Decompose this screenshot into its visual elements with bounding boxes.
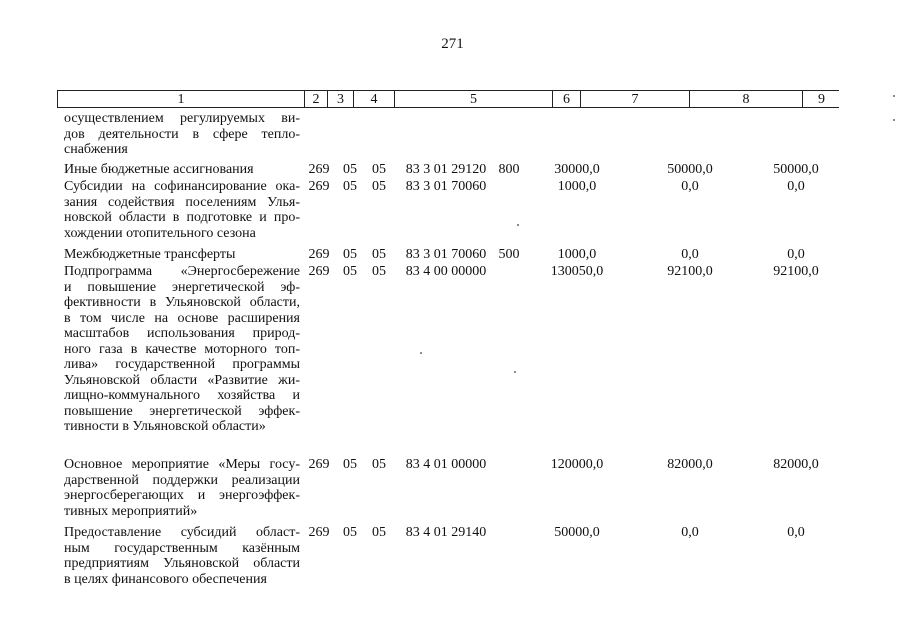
header-col-8: 8: [690, 91, 803, 108]
cell-c3: 05: [343, 525, 357, 540]
description-line: Предоставление субсидий област-: [64, 525, 300, 540]
description-line: лива» государственной программы: [64, 357, 300, 372]
cell-c5: 83 4 00 00000: [405, 264, 487, 279]
header-col-2: 2: [305, 91, 328, 108]
description-line: ным государственным казённым: [64, 540, 300, 556]
header-col-3: 3: [328, 91, 354, 108]
description-line: в целях финансового обеспечения: [64, 571, 267, 587]
description-line: зания содействия поселениям Улья-: [64, 194, 300, 210]
cell-c4: 05: [372, 264, 386, 279]
cell-c5: 83 3 01 70060: [405, 179, 487, 194]
description-line: Иные бюджетные ассигнования: [64, 162, 254, 177]
cell-c9: 82000,0: [773, 457, 819, 472]
page-number: 271: [441, 36, 464, 52]
description-line: Подпрограмма «Энергосбережение: [64, 264, 300, 279]
cell-c9: 50000,0: [773, 162, 819, 177]
description-line: дов деятельности в сфере тепло-: [64, 126, 300, 142]
cell-c3: 05: [343, 247, 357, 262]
description-line: масштабов использования природ-: [64, 326, 300, 341]
description-line: Ульяновской области «Развитие жи-: [64, 372, 300, 388]
header-col-5: 5: [395, 91, 553, 108]
scan-speck: [514, 371, 516, 373]
cell-c5: 83 4 01 00000: [405, 457, 487, 472]
cell-c9: 0,0: [787, 247, 805, 262]
cell-c8: 0,0: [681, 525, 699, 540]
scan-speck: [420, 352, 422, 354]
cell-c6: 500: [498, 247, 520, 262]
cell-c2: 269: [308, 264, 330, 279]
cell-c2: 269: [308, 247, 330, 262]
description-line: фективности в Ульяновской области,: [64, 295, 300, 310]
cell-c3: 05: [343, 457, 357, 472]
row-description: [64, 111, 300, 158]
description-line: тивных мероприятий»: [64, 503, 198, 519]
header-col-1: 1: [58, 91, 305, 108]
description-line: дарственной поддержки реализации: [64, 472, 300, 488]
cell-c8: 82000,0: [667, 457, 713, 472]
cell-c4: 05: [372, 457, 386, 472]
description-line: лищно-коммунального хозяйства и: [64, 388, 300, 403]
cell-c3: 05: [343, 264, 357, 279]
header-col-9: 9: [818, 92, 825, 107]
cell-c2: 269: [308, 162, 330, 177]
cell-c5: 83 4 01 29140: [405, 525, 487, 540]
row-description: [64, 264, 300, 435]
table-header: [57, 90, 839, 108]
scan-speck: [893, 95, 895, 97]
cell-c2: 269: [308, 525, 330, 540]
cell-c9: 0,0: [787, 179, 805, 194]
cell-c7: 1000,0: [557, 247, 597, 262]
scan-speck: [893, 119, 895, 121]
cell-c3: 05: [343, 162, 357, 177]
cell-c7: 1000,0: [557, 179, 597, 194]
description-line: в том числе на основе расширения: [64, 310, 300, 326]
cell-c7: 50000,0: [554, 525, 600, 540]
cell-c9: 0,0: [787, 525, 805, 540]
description-line: ного газа в качестве моторного топ-: [64, 341, 300, 357]
cell-c9: 92100,0: [773, 264, 819, 279]
description-line: осуществлением регулируемых ви-: [64, 111, 300, 126]
cell-c4: 05: [372, 247, 386, 262]
description-line: Субсидии на софинансирование ока-: [64, 179, 300, 194]
cell-c7: 120000,0: [550, 457, 604, 472]
description-line: хождении отопительного сезона: [64, 225, 256, 241]
cell-c7: 30000,0: [554, 162, 600, 177]
description-line: повышение энергетической эффек-: [64, 403, 300, 419]
row-description: [64, 179, 300, 241]
description-line: Межбюджетные трансферты: [64, 247, 236, 262]
description-line: Основное мероприятие «Меры госу-: [64, 457, 300, 472]
scan-speck: [517, 224, 519, 226]
header-col-4: 4: [354, 91, 395, 108]
row-description: [64, 525, 300, 587]
cell-c6: 800: [498, 162, 520, 177]
cell-c7: 130050,0: [550, 264, 604, 279]
cell-c8: 0,0: [681, 179, 699, 194]
row-description: [64, 162, 300, 178]
header-col-6: 6: [553, 91, 581, 108]
description-line: тивности в Ульяновской области»: [64, 419, 266, 434]
cell-c5: 83 3 01 29120: [405, 162, 487, 177]
cell-c3: 05: [343, 179, 357, 194]
header-col-7: 7: [581, 91, 690, 108]
cell-c2: 269: [308, 457, 330, 472]
cell-c8: 0,0: [681, 247, 699, 262]
cell-c5: 83 3 01 70060: [405, 247, 487, 262]
cell-c8: 92100,0: [667, 264, 713, 279]
description-line: снабжения: [64, 142, 128, 157]
cell-c8: 50000,0: [667, 162, 713, 177]
description-line: энергосберегающих и энергоэффек-: [64, 488, 300, 503]
row-description: [64, 247, 300, 263]
description-line: новской области в подготовке и про-: [64, 210, 300, 225]
cell-c4: 05: [372, 162, 386, 177]
description-line: и повышение энергетической эф-: [64, 279, 300, 295]
description-line: предприятиям Ульяновской области: [64, 556, 300, 571]
cell-c4: 05: [372, 525, 386, 540]
cell-c2: 269: [308, 179, 330, 194]
cell-c4: 05: [372, 179, 386, 194]
row-description: [64, 457, 300, 519]
